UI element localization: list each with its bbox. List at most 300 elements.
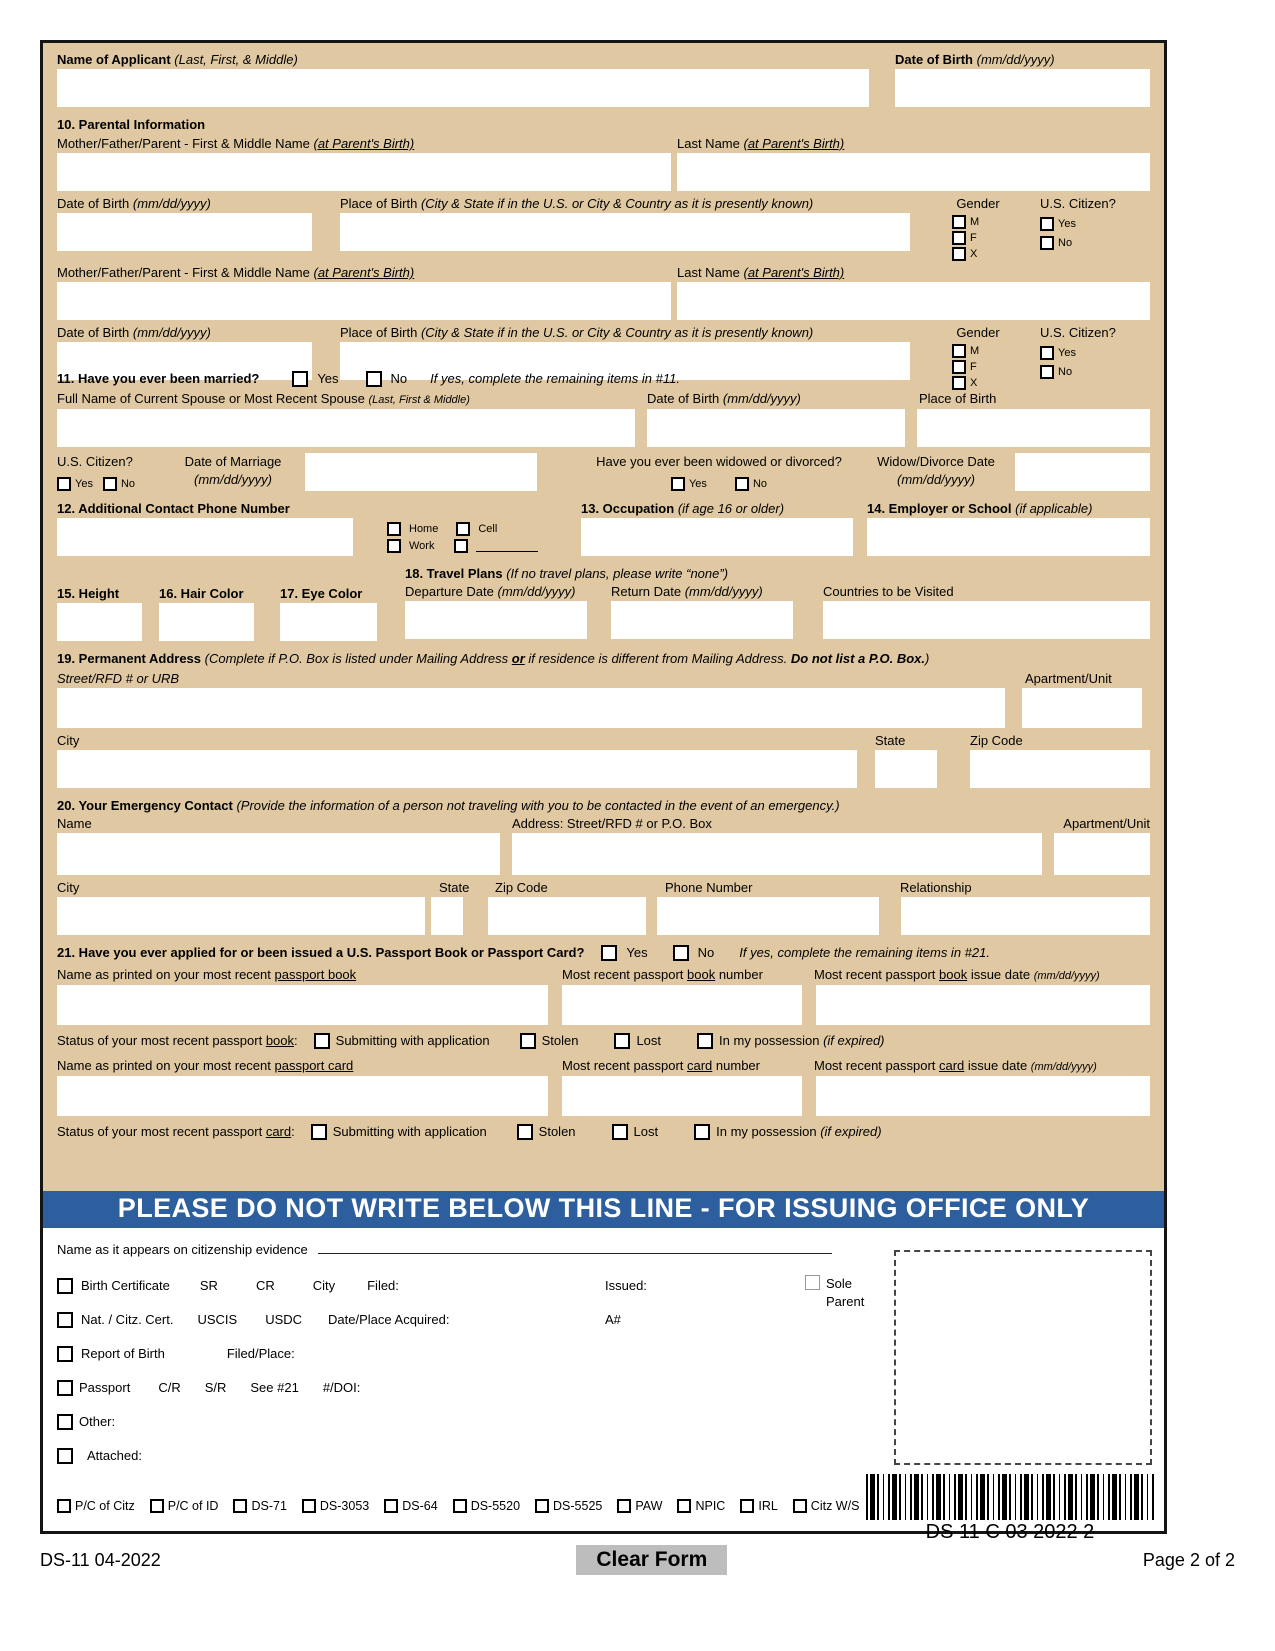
birth-certificate-checkbox[interactable] (57, 1278, 73, 1294)
page-footer (0, 1545, 1275, 1575)
no-label: No (390, 371, 408, 386)
yes-label: Yes (75, 478, 93, 490)
parent1-gender-x-checkbox[interactable] (952, 247, 966, 261)
phone-home-checkbox[interactable] (387, 522, 401, 536)
section15-title: 15. Height (57, 586, 120, 601)
parent2-last-name-label (677, 264, 844, 282)
yes-label: Yes (1058, 218, 1076, 230)
section11-if-yes-hint: If yes, complete the remaining items in #11. (430, 371, 680, 386)
phone-cell-checkbox[interactable] (456, 522, 470, 536)
spouse-pob-input[interactable] (917, 409, 1150, 447)
label-word: card (265, 1124, 292, 1139)
form-body (43, 43, 1164, 1191)
sole-parent-checkbox[interactable] (805, 1275, 820, 1290)
label-text: issue date (967, 967, 1034, 982)
parent2-gender-m-option (952, 344, 979, 358)
ds64-label: DS-64 (402, 1499, 438, 1513)
parent2-pob-label (340, 324, 910, 342)
paw-checkbox[interactable] (617, 1499, 631, 1513)
card-stolen-label: Stolen (538, 1124, 576, 1139)
label-text: In my possession (719, 1033, 820, 1048)
book-stolen-label: Stolen (541, 1033, 579, 1048)
card-submitting-checkbox[interactable] (311, 1124, 327, 1140)
citz-ws-label: Citz W/S (810, 1499, 860, 1513)
pc-of-id-label: P/C of ID (167, 1499, 219, 1513)
book-status-label (57, 1032, 298, 1050)
card-name-input[interactable] (57, 1076, 548, 1116)
label-hint: (if expired) (820, 1124, 882, 1139)
eye-color-input[interactable] (280, 603, 377, 641)
departure-group (405, 583, 587, 639)
label-text: Mother/Father/Parent - First & Middle Name (57, 265, 310, 280)
label-text: Date of Birth (57, 325, 130, 340)
parent1-birth-row (57, 195, 1150, 261)
hair-color-input[interactable] (159, 603, 254, 641)
parent1-citizen-yes-checkbox[interactable] (1040, 217, 1054, 231)
city-label: City (57, 733, 80, 748)
emergency-name-input[interactable] (57, 833, 500, 875)
citizenship-evidence-label: Name as it appears on citizenship evidence (57, 1242, 308, 1257)
occupation-input[interactable] (581, 518, 853, 556)
label-hint: (mm/dd/yyyy) (722, 391, 801, 406)
phone-type-row1 (387, 522, 559, 536)
section11-title: 11. Have you ever been married? (57, 371, 260, 386)
emergency-zip-input[interactable] (488, 897, 646, 935)
issuing-office-banner (43, 1191, 1164, 1228)
label-hint: (at Parent's Birth) (313, 136, 415, 151)
attached-checkbox[interactable] (57, 1448, 73, 1464)
citizenship-evidence-row (57, 1240, 832, 1259)
book-lost-label: Lost (636, 1033, 662, 1048)
ds5520-checkbox[interactable] (453, 1499, 467, 1513)
label-text: Full Name of Current Spouse or Most Recent Spouse (57, 391, 365, 406)
section17-title: 17. Eye Color (280, 586, 363, 601)
card-lost-label: Lost (633, 1124, 659, 1139)
form-frame (40, 40, 1167, 1543)
emergency-relationship-label: Relationship (900, 880, 972, 895)
section21-block (57, 944, 1150, 1141)
applicant-dob-input[interactable] (895, 69, 1150, 107)
doi-label: #/DOI: (322, 1380, 361, 1395)
report-of-birth-checkbox[interactable] (57, 1346, 73, 1362)
section13-title (581, 500, 853, 518)
section12-title: 12. Additional Contact Phone Number (57, 501, 290, 516)
gender-m-label: M (970, 216, 980, 228)
emergency-city-inputs-row (57, 897, 1150, 935)
book-inputs-row (57, 985, 1150, 1025)
parent2-gender-group (930, 324, 1026, 390)
widowed-no-checkbox[interactable] (735, 477, 749, 491)
spouse-inputs-row (57, 409, 1150, 447)
employer-input[interactable] (867, 518, 1150, 556)
label-text: : (294, 1033, 298, 1048)
label-hint: (mm/dd/yyyy) (976, 52, 1055, 67)
parent1-citizen-no-checkbox[interactable] (1040, 236, 1054, 250)
emergency-name-label: Name (57, 816, 92, 831)
pc-of-id-option (150, 1497, 219, 1515)
widow-date-hint: (mm/dd/yyyy) (897, 472, 975, 487)
label-text: Date of Birth (895, 52, 973, 67)
other-evidence-checkbox[interactable] (57, 1414, 73, 1430)
parent2-citizen-no-checkbox[interactable] (1040, 365, 1054, 379)
section14-group (867, 500, 1150, 556)
widowed-no-option (735, 477, 767, 491)
widow-date-label: Widow/Divorce Date (877, 454, 995, 469)
applicant-name-label (57, 51, 869, 69)
book-labels-row (57, 966, 1150, 985)
emergency-city-label: City (57, 880, 80, 895)
yes-label: Yes (317, 371, 339, 386)
section21-title: 21. Have you ever applied for or been issued a U.S. Passport Book or Passport Card? (57, 945, 585, 960)
height-input[interactable] (57, 603, 142, 641)
countries-input[interactable] (823, 601, 1150, 639)
marriage-date-hint: (mm/dd/yyyy) (194, 472, 272, 487)
gender-x-label: X (970, 248, 978, 260)
pc-of-citz-checkbox[interactable] (57, 1499, 71, 1513)
travel-plans-row (405, 583, 1150, 639)
parent2-gender-m-checkbox[interactable] (952, 344, 966, 358)
parent1-gender-f-option (952, 231, 977, 245)
emergency-city-input[interactable] (57, 897, 425, 935)
citz-ws-option (793, 1497, 860, 1515)
physical-travel-band (57, 565, 1150, 641)
card-submitting-label: Submitting with application (332, 1124, 487, 1139)
ds71-checkbox[interactable] (233, 1499, 247, 1513)
passport-evidence-checkbox[interactable] (57, 1380, 73, 1396)
label-text: Parent (826, 1294, 865, 1309)
label-hint: (mm/dd/yyyy) (684, 584, 763, 599)
card-labels-row (57, 1057, 1150, 1076)
parent2-gender-x-option (952, 376, 977, 390)
parent1-gender-m-checkbox[interactable] (952, 215, 966, 229)
return-date-input[interactable] (611, 601, 793, 639)
card-issue-date-input[interactable] (816, 1076, 1150, 1116)
label-text: Date of Birth (647, 391, 720, 406)
label-word: card (687, 1058, 713, 1073)
section19-block (57, 650, 1150, 788)
parent1-first-middle-label (57, 135, 677, 153)
section10-title: 10. Parental Information (57, 117, 206, 132)
label-hint: ) (925, 651, 930, 666)
label-hint: (Complete if P.O. Box is listed under Mailing Address (204, 651, 512, 666)
ds71-option (233, 1497, 286, 1515)
parent2-name-inputs (57, 282, 1150, 320)
phone-type-row2 (387, 539, 559, 553)
phone-other-checkbox[interactable] (454, 539, 468, 553)
see-21-label: See #21 (250, 1380, 299, 1395)
parent1-name-labels (57, 135, 1150, 153)
book-possession-checkbox[interactable] (697, 1033, 713, 1049)
banner-text: PLEASE DO NOT WRITE BELOW THIS LINE - FOR ISSUING OFFICE ONLY (117, 1193, 1090, 1223)
ds71-label: DS-71 (251, 1499, 287, 1513)
book-possession-label (719, 1032, 884, 1050)
card-inputs-row (57, 1076, 1150, 1116)
street-input[interactable] (57, 688, 1005, 728)
spouse-citizen-no-option (103, 477, 135, 491)
parent2-first-middle-input[interactable] (57, 282, 671, 320)
book-lost-checkbox[interactable] (614, 1033, 630, 1049)
label-text: Place of Birth (340, 325, 418, 340)
citz-ws-checkbox[interactable] (793, 1499, 807, 1513)
married-no-checkbox[interactable] (366, 371, 382, 387)
a-number-label: A# (605, 1312, 621, 1327)
label-text: Name of Applicant (57, 52, 171, 67)
return-label (611, 583, 793, 601)
parent1-gender-group (930, 195, 1026, 261)
paw-option (617, 1497, 662, 1515)
parent1-gender-m-option (952, 215, 979, 229)
barcode (866, 1474, 1154, 1520)
parent1-gender-f-checkbox[interactable] (952, 231, 966, 245)
ds3053-checkbox[interactable] (302, 1499, 316, 1513)
nat-citz-cert-checkbox[interactable] (57, 1312, 73, 1328)
phone-other-line[interactable] (476, 540, 538, 552)
emergency-zip-label: Zip Code (495, 880, 548, 895)
parent1-pob-input[interactable] (340, 213, 910, 251)
marriage-date-label: Date of Marriage (184, 454, 282, 469)
parent1-gender-label: Gender (956, 196, 1000, 211)
label-hint: (City & State if in the U.S. or City & Country as it is presently known) (420, 325, 814, 340)
cr-option-label: C/R (158, 1380, 181, 1395)
parent2-citizen-yes-checkbox[interactable] (1040, 346, 1054, 360)
no-label: No (752, 478, 767, 490)
city-input[interactable] (57, 750, 857, 788)
label-hint: if residence is different from Mailing Address. (524, 651, 791, 666)
pc-of-citz-label: P/C of Citz (75, 1499, 135, 1513)
spouse-labels-row (57, 390, 1150, 409)
emergency-labels-row (57, 815, 1150, 833)
no-label: No (1058, 237, 1073, 249)
card-status-row (57, 1123, 1150, 1141)
parent1-dob-input[interactable] (57, 213, 312, 251)
date-place-acquired-label: Date/Place Acquired: (328, 1312, 450, 1327)
parent1-gender-x-option (952, 247, 977, 261)
phone-work-checkbox[interactable] (387, 539, 401, 553)
section20-block (57, 797, 1150, 935)
departure-date-input[interactable] (405, 601, 587, 639)
marriage-date-input[interactable] (305, 453, 537, 491)
label-text: Return Date (611, 584, 682, 599)
card-possession-label (716, 1123, 881, 1141)
parent1-block (57, 135, 1150, 261)
other-evidence-label: Other: (79, 1414, 116, 1429)
book-stolen-checkbox[interactable] (520, 1033, 536, 1049)
issuing-office-section (43, 1228, 1164, 1543)
applicant-band (57, 51, 1150, 107)
book-submitting-label: Submitting with application (335, 1033, 490, 1048)
street-label: Street/RFD # or URB (57, 671, 180, 686)
label-text: Name as printed on your most recent (57, 967, 275, 982)
parent2-gender-f-option (952, 360, 977, 374)
return-group (611, 583, 793, 639)
phone-type-group (387, 500, 559, 556)
label-text: Most recent passport (562, 1058, 687, 1073)
book-number-label (562, 966, 814, 985)
spouse-citizen-yes-option (57, 477, 93, 491)
section19-title (57, 650, 1150, 668)
card-stolen-checkbox[interactable] (517, 1124, 533, 1140)
departure-label (405, 583, 587, 601)
label-word: book (687, 967, 716, 982)
uscis-label: USCIS (197, 1312, 238, 1327)
passport-no-checkbox[interactable] (673, 945, 689, 961)
emergency-phone-input[interactable] (657, 897, 879, 935)
section20-title (57, 797, 1150, 815)
applicant-name-group (57, 51, 869, 107)
apartment-input[interactable] (1022, 688, 1142, 728)
parent2-gender-f-checkbox[interactable] (952, 360, 966, 374)
book-name-input[interactable] (57, 985, 548, 1025)
label-text: 14. Employer or School (867, 501, 1012, 516)
widowed-options (671, 475, 767, 491)
book-number-input[interactable] (562, 985, 802, 1025)
npic-checkbox[interactable] (677, 1499, 691, 1513)
clear-form-button[interactable]: Clear Form (576, 1545, 727, 1575)
widowed-group (573, 453, 865, 491)
phone-home-label: Home (409, 523, 439, 535)
ds5525-checkbox[interactable] (535, 1499, 549, 1513)
phone-number-input[interactable] (57, 518, 353, 556)
label-word: passport book (274, 967, 357, 982)
label-hint: (City & State if in the U.S. or City & Country as it is presently known) (420, 196, 814, 211)
yes-label: Yes (688, 478, 707, 490)
label-word: passport card (274, 1058, 354, 1073)
book-name-label (57, 966, 562, 985)
label-text: Place of Birth (340, 196, 418, 211)
section21-if-yes-hint: If yes, complete the remaining items in #21. (739, 945, 990, 960)
zip-input[interactable] (970, 750, 1150, 788)
label-text: 20. Your Emergency Contact (57, 798, 233, 813)
passport-yes-checkbox[interactable] (601, 945, 617, 961)
marriage-row (57, 453, 1150, 491)
section14-title (867, 500, 1150, 518)
yes-label: Yes (626, 945, 648, 960)
label-hint: (mm/dd/yyyy) (1033, 970, 1100, 982)
state-input[interactable] (875, 750, 937, 788)
countries-label: Countries to be Visited (823, 584, 954, 599)
countries-group (823, 583, 1150, 639)
issued-label: Issued: (605, 1278, 647, 1293)
ds64-option (384, 1497, 437, 1515)
parent2-first-middle-label (57, 264, 677, 282)
ds5525-option (535, 1497, 602, 1515)
ds64-checkbox[interactable] (384, 1499, 398, 1513)
ds5520-option (453, 1497, 520, 1515)
label-text: 19. Permanent Address (57, 651, 202, 666)
card-number-input[interactable] (562, 1076, 802, 1116)
ds3053-option (302, 1497, 369, 1515)
gender-f-label: F (970, 232, 977, 244)
book-submitting-checkbox[interactable] (314, 1033, 330, 1049)
applicant-dob-label (895, 51, 1150, 69)
parent1-pob-label (340, 195, 910, 213)
label-hint: (mm/dd/yyyy) (132, 325, 211, 340)
label-text: issue date (964, 1058, 1031, 1073)
spouse-dob-input[interactable] (647, 409, 905, 447)
parent1-citizen-label: U.S. Citizen? (1040, 196, 1116, 211)
nat-citz-cert-label: Nat. / Citz. Cert. (81, 1312, 174, 1327)
no-label: No (1058, 366, 1073, 378)
spouse-name-input[interactable] (57, 409, 635, 447)
book-issue-date-input[interactable] (816, 985, 1150, 1025)
citizenship-evidence-line[interactable] (318, 1240, 832, 1254)
filed-label: Filed: (367, 1278, 399, 1293)
section17-group (280, 565, 377, 641)
label-hint: (if age 16 or older) (677, 501, 785, 516)
sole-parent-group (805, 1275, 864, 1311)
irl-checkbox[interactable] (740, 1499, 754, 1513)
usdc-label: USDC (265, 1312, 303, 1327)
emergency-apartment-input[interactable] (1054, 833, 1150, 875)
cr-label: CR (255, 1278, 275, 1293)
label-text: number (715, 967, 763, 982)
emergency-state-input[interactable] (431, 897, 463, 935)
marriage-date-label-group (169, 453, 297, 489)
gender-x-label: X (970, 377, 978, 389)
label-hint: (mm/dd/yyyy) (497, 584, 576, 599)
section15-group (57, 565, 142, 641)
applicant-name-input[interactable] (57, 69, 869, 107)
label-text: Mother/Father/Parent - First & Middle Name (57, 136, 310, 151)
label-hint: (If no travel plans, please write “none”) (506, 566, 729, 581)
section16-title: 16. Hair Color (159, 586, 244, 601)
spouse-citizen-no-checkbox[interactable] (103, 477, 117, 491)
paw-label: PAW (635, 1499, 663, 1513)
spouse-citizen-yes-checkbox[interactable] (57, 477, 71, 491)
label-hint-bold: Do not list a P.O. Box. (790, 651, 926, 666)
street-inputs-row (57, 688, 1150, 728)
label-text: Sole (826, 1276, 853, 1291)
card-possession-checkbox[interactable] (694, 1124, 710, 1140)
parent2-name-labels (57, 264, 1150, 282)
phone-cell-label: Cell (478, 523, 498, 535)
married-yes-checkbox[interactable] (292, 371, 308, 387)
parent2-gender-x-checkbox[interactable] (952, 376, 966, 390)
label-word: book (265, 1033, 295, 1048)
emergency-apartment-label: Apartment/Unit (1063, 816, 1150, 831)
emergency-relationship-input[interactable] (901, 897, 1150, 935)
filed-place-label: Filed/Place: (226, 1346, 295, 1361)
parent2-gender-label: Gender (956, 325, 1000, 340)
spouse-citizen-label: U.S. Citizen? (57, 454, 133, 469)
birth-certificate-label: Birth Certificate (81, 1278, 170, 1293)
parent1-dob-label (57, 195, 312, 213)
section18-title (405, 565, 1150, 583)
sole-parent-label (826, 1275, 864, 1311)
yes-label: Yes (1058, 347, 1076, 359)
pc-of-id-checkbox[interactable] (150, 1499, 164, 1513)
label-hint: (Last, First & Middle) (368, 394, 470, 406)
parent2-last-name-input[interactable] (677, 282, 1150, 320)
widowed-yes-checkbox[interactable] (671, 477, 685, 491)
spouse-dob-label (647, 390, 919, 409)
page-number-label: Page 2 of 2 (1142, 1549, 1235, 1570)
parent1-citizen-group (1040, 195, 1150, 261)
parent1-last-name-input[interactable] (677, 153, 1150, 191)
label-hint: (if applicable) (1015, 501, 1093, 516)
sr-label: SR (199, 1278, 218, 1293)
form-version-label: DS-11 04-2022 (40, 1549, 161, 1570)
emergency-address-input[interactable] (512, 833, 1042, 875)
parent1-first-middle-input[interactable] (57, 153, 671, 191)
widow-date-input[interactable] (1015, 453, 1150, 491)
barcode-text: DS 11 C 03 2022 2 (925, 1521, 1095, 1543)
card-lost-checkbox[interactable] (612, 1124, 628, 1140)
label-text: Departure Date (405, 584, 494, 599)
label-text: In my possession (716, 1124, 817, 1139)
card-issue-label (814, 1057, 1097, 1076)
parent2-citizen-label: U.S. Citizen? (1040, 325, 1116, 340)
